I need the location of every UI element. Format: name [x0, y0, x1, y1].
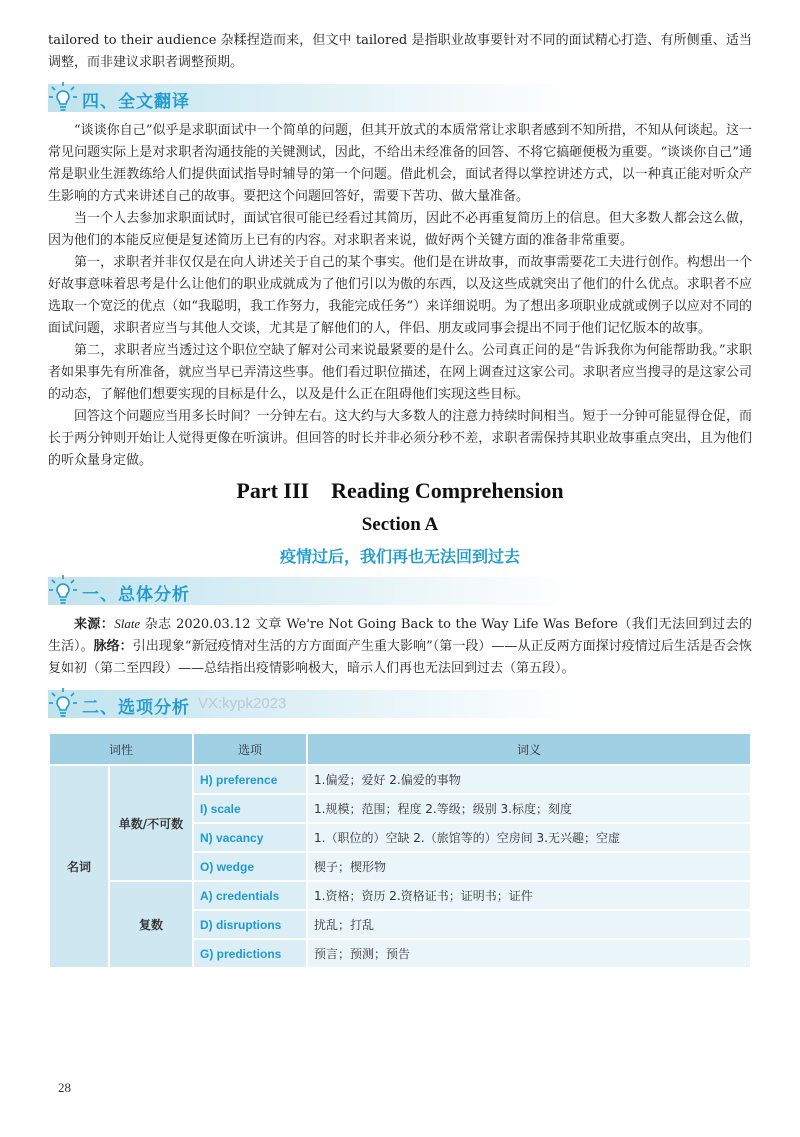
- option-word: G) predictions: [193, 939, 307, 968]
- header-pos: 词性: [49, 733, 193, 765]
- header-option: 选项: [193, 733, 307, 765]
- option-word: O) wedge: [193, 852, 307, 881]
- part-title: Part III Reading Comprehension: [236, 478, 564, 503]
- source-magazine: Slate: [114, 616, 141, 631]
- table-header-row: [49, 733, 751, 765]
- section-overview-title: 一、总体分析: [82, 585, 190, 605]
- section-options-header: [48, 690, 752, 718]
- option-word: H) preference: [193, 765, 307, 794]
- watermark-text: VX:kypk2023: [198, 695, 287, 712]
- translation-paragraph-4: 第二，求职者应当透过这个职位空缺了解对公司来说最紧要的是什么。公司真正问的是“告诉我你为何能帮助我。”求职者如果事先有所准备，就应当早已弄清这些事。他们看过职位描述，在网上调查过这家公司。求职者应当搜寻的是这家公司的动态，了解他们想要实现的目标是什么，以及是什么正在阻碍他们实现这些目标。: [48, 343, 752, 402]
- section-options-title: 二、选项分析: [82, 698, 190, 718]
- page-content: [48, 30, 752, 969]
- translation-paragraph-1: “谈谈你自己”似乎是求职面试中一个简单的问题，但其开放式的本质常常让求职者感到不知所措，不知从何谈起。这一常见问题实际上是对求职者沟通技能的关键测试，因此，不给出未经准备的回答、不将它搞砸便极为重要。“谈谈你自己”通常是职业生涯教练给人们提供面试指导时辅导的第一个问题。借此机会，面试者得以掌控讲述方式，以一种真正能对听众产生影响的方式来讲述自己的故事。要把这个问题回答好，需要下苦功、做大量准备。: [48, 123, 752, 204]
- translation-paragraph-5: 回答这个问题应当用多长时间？一分钟左右。这大约与大多数人的注意力持续时间相当。短于一分钟可能显得仓促，而长于两分钟则开始让人觉得更像在听演讲。但回答的时长并非必须分秒不差，求职者需保持其职业故事重点突出，且为他们的听众量身定做。: [48, 409, 752, 468]
- article-title: 疫情过后，我们再也无法回到过去: [279, 547, 520, 566]
- lightbulb-icon: [48, 81, 78, 113]
- option-meaning: 楔子；楔形物: [307, 852, 751, 881]
- context-label: 脉络：: [93, 639, 133, 654]
- pos-cell: 名词: [49, 765, 109, 968]
- lightbulb-icon: [48, 574, 78, 606]
- section-translation-title: 四、全文翻译: [82, 92, 190, 112]
- section-overview-header: [48, 577, 752, 605]
- header-meaning: 词义: [307, 733, 751, 765]
- intro-paragraph: tailored to their audience 杂糅捏造而来，但文中 tailored 是指职业故事要针对不同的面试精心打造、有所侧重、适当调整，而非建议求职者调整预期。: [48, 33, 752, 70]
- context-text: 引出现象“新冠疫情对生活的方方面面产生重大影响”（第一段）——从正反两方面探讨疫情过后生活是否会恢复如初（第二至四段）——总结指出疫情影响极大，暗示人们再也无法回到过去（第五段）。: [48, 639, 752, 676]
- option-word: I) scale: [193, 794, 307, 823]
- section-title: Section A: [361, 514, 439, 535]
- option-word: D) disruptions: [193, 910, 307, 939]
- table-row: [49, 765, 751, 794]
- translation-paragraph-2: 当一个人去参加求职面试时，面试官很可能已经看过其简历，因此不必再重复简历上的信息。但大多数人都会这么做，因为他们的本能反应便是复述简历上已有的内容。对求职者来说，做好两个关键方面的准备非常重要。: [48, 211, 752, 248]
- group-singular-cell: 单数/不可数: [109, 765, 193, 881]
- option-meaning: 1.资格；资历 2.资格证书；证明书；证件: [307, 881, 751, 910]
- table-row: [49, 881, 751, 910]
- translation-paragraph-3: 第一，求职者并非仅仅是在向人讲述关于自己的某个事实。他们是在讲故事，而故事需要花工夫进行创作。构想出一个好故事意味着思考是什么让他们的职业成就成为了他们引以为傲的东西，以及这些成就突出了他们的什么优点。求职者不应选取一个宽泛的优点（如“我聪明，我工作努力，我能完成任务”）来详细说明。为了想出多项职业成就或例子以应对不同的面试问题，求职者应当与其他人交谈，尤其是了解他们的人，伴侣、朋友或同事会提出不同于他们记忆版本的故事。: [48, 255, 752, 336]
- option-meaning: 1.（职位的）空缺 2.（旅馆等的）空房间 3.无兴趣；空虚: [307, 823, 751, 852]
- source-text: 杂志 2020.03.12 文章 We're Not Going Back to the Way Life Was Before（我们无法回到过去的生活）。: [48, 617, 752, 654]
- source-label: 来源：: [74, 617, 115, 632]
- section-translation-header: [48, 84, 752, 112]
- option-word: N) vacancy: [193, 823, 307, 852]
- lightbulb-icon: [48, 687, 78, 719]
- option-meaning: 扰乱；打乱: [307, 910, 751, 939]
- option-meaning: 预言；预测；预告: [307, 939, 751, 968]
- option-meaning: 1.规模；范围；程度 2.等级；级别 3.标度；刻度: [307, 794, 751, 823]
- group-plural-cell: 复数: [109, 881, 193, 968]
- option-meaning: 1.偏爱；爱好 2.偏爱的事物: [307, 765, 751, 794]
- overview-paragraph: [48, 613, 752, 680]
- page-number: 28: [58, 1080, 71, 1095]
- option-word: A) credentials: [193, 881, 307, 910]
- vocabulary-table: [48, 732, 752, 969]
